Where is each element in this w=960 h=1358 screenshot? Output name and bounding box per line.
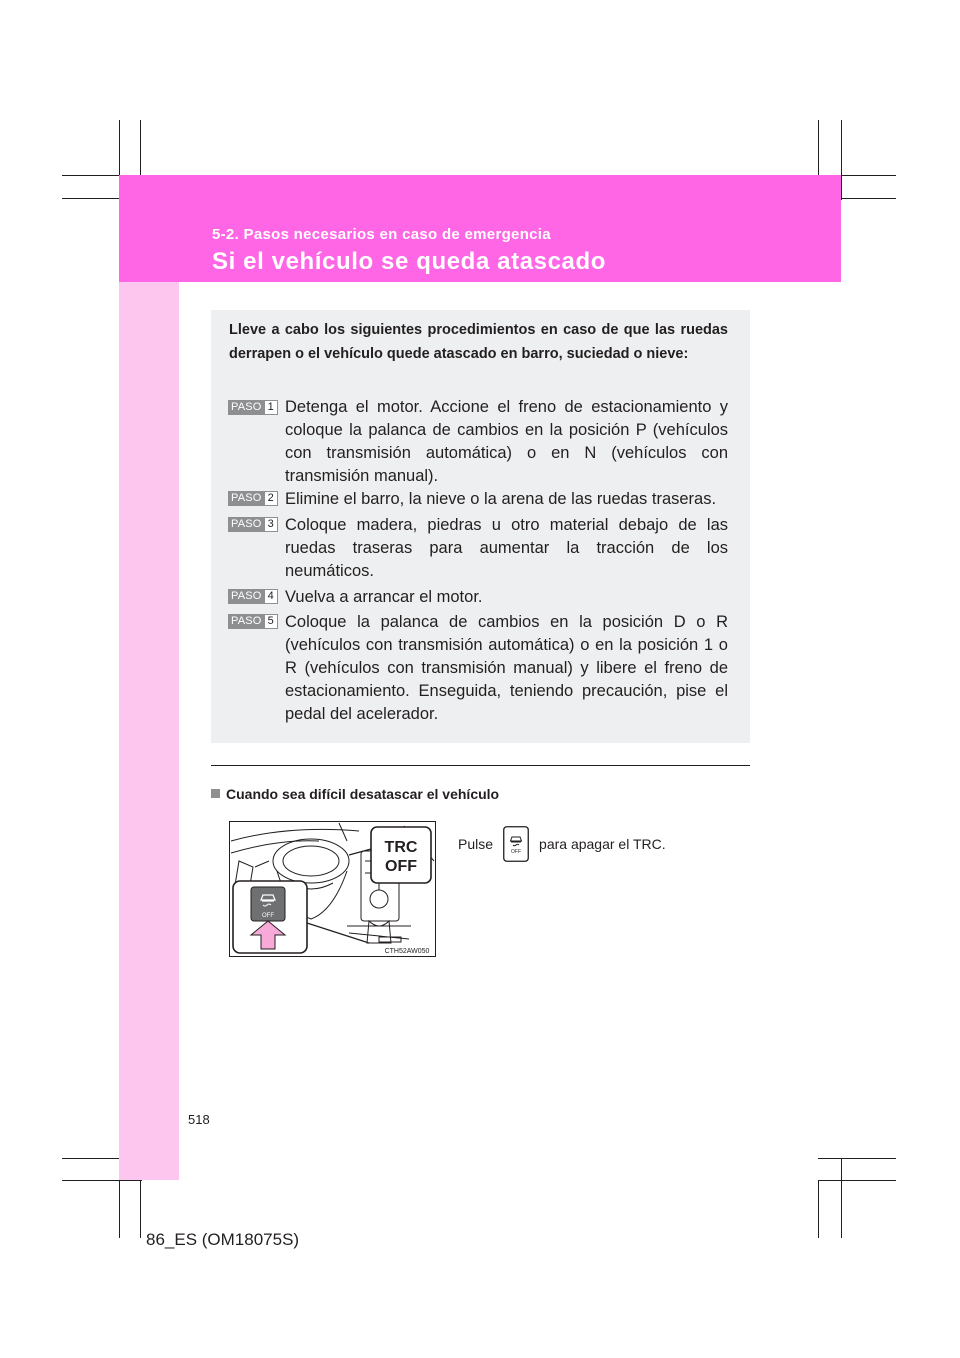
step-word: PASO: [228, 400, 265, 415]
page-number: 518: [188, 1112, 210, 1127]
step-badge-3: [228, 517, 278, 532]
crop-mark: [818, 1180, 819, 1238]
step-number: 3: [265, 517, 278, 532]
svg-text:OFF: OFF: [511, 849, 522, 855]
step-badge-2: [228, 491, 278, 506]
crop-mark: [62, 1180, 142, 1181]
step-word: PASO: [228, 589, 265, 604]
pulse-instruction: [458, 824, 666, 864]
step-text-2: Elimine el barro, la nieve o la arena de las ruedas traseras.: [285, 490, 717, 508]
step-badge-5: [228, 614, 278, 629]
bullet-square-icon: [211, 789, 220, 798]
document-code: 86_ES (OM18075S): [146, 1230, 300, 1249]
button-off-label: OFF: [262, 913, 274, 919]
step-text-1: Detenga el motor. Accione el freno de estacionamiento y coloque la palanca de cambios en la posición P (vehículos con transmisión automática) o en N (vehículos con transmisión manual).: [285, 398, 728, 485]
step-number: 1: [265, 400, 278, 415]
step-number: 2: [265, 491, 278, 506]
step-word: PASO: [228, 614, 265, 629]
step-text-3: Coloque madera, piedras u otro material debajo de las ruedas traseras para aumentar la tracción de los neumáticos.: [285, 516, 728, 580]
page-title: Si el vehículo se queda atascado: [212, 248, 607, 275]
procedure-intro: Lleve a cabo los siguientes procedimientos en caso de que las ruedas derrapen o el vehículo quede atascado en barro, suciedad o nieve:: [229, 322, 728, 362]
trc-off-button-icon: [503, 826, 529, 862]
pulse-after-text: para apagar el TRC.: [539, 836, 666, 852]
step-badge-4: [228, 589, 278, 604]
crop-mark: [841, 120, 842, 200]
callout-trc-text: TRC: [384, 839, 418, 856]
step-number: 4: [265, 589, 278, 604]
step-number: 5: [265, 614, 278, 629]
dashboard-illustration: [229, 821, 436, 957]
callout-off-text: OFF: [385, 858, 417, 875]
pulse-before-text: Pulse: [458, 836, 494, 852]
side-tab-strip: [119, 282, 179, 1180]
note-heading: [211, 786, 499, 802]
step-text-5: Coloque la palanca de cambios en la posición D o R (vehículos con transmisión automática) o en la posición 1 o R (vehículos con transmisión manual) y libere el freno de estacionamiento. Enseguida, teniendo precaución, pise el pedal del acelerador.: [285, 613, 728, 723]
crop-mark: [140, 1180, 141, 1238]
illustration-code: CTH52AW050: [384, 948, 430, 955]
step-text-4: Vuelva a arrancar el motor.: [285, 588, 483, 606]
crop-mark: [818, 1158, 896, 1159]
crop-mark: [841, 1158, 842, 1238]
section-divider: [211, 765, 750, 766]
section-label: 5-2. Pasos necesarios en caso de emergencia: [212, 226, 551, 243]
step-word: PASO: [228, 491, 265, 506]
crop-mark: [818, 1180, 896, 1181]
note-heading-text: Cuando sea difícil desatascar el vehículo: [226, 786, 500, 802]
step-badge-1: [228, 400, 278, 415]
step-word: PASO: [228, 517, 265, 532]
